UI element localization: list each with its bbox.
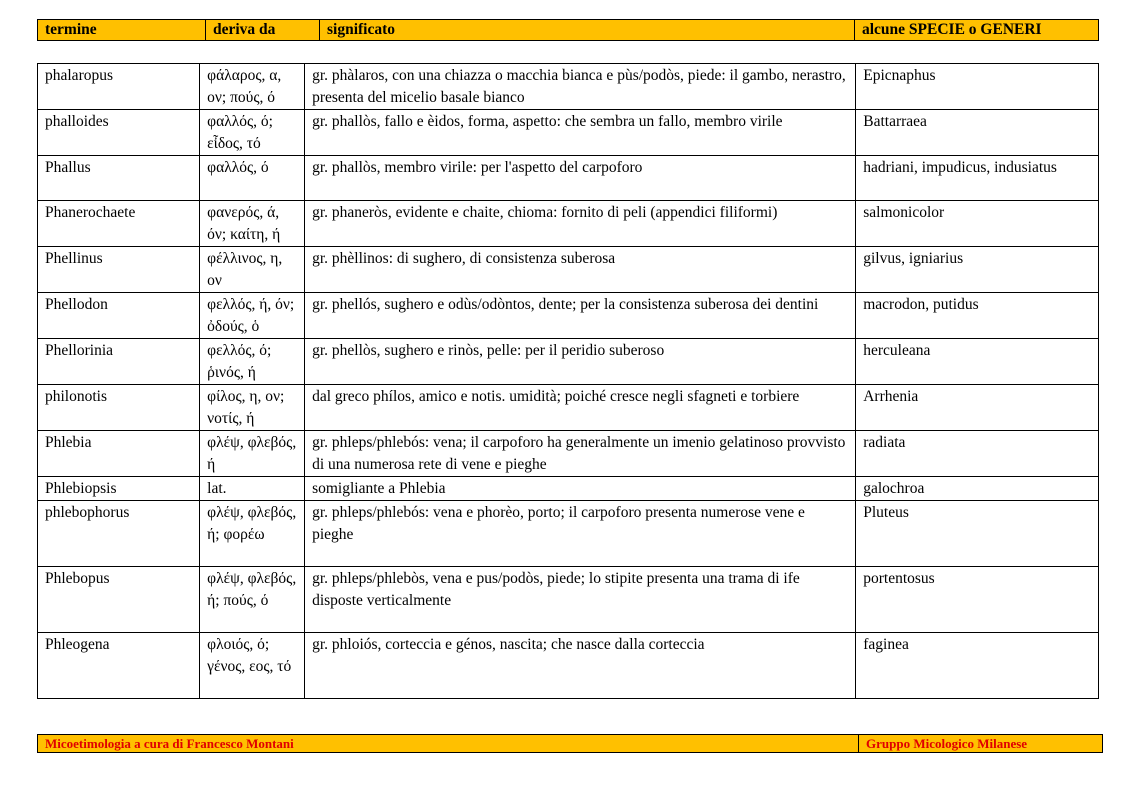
species-cell: hadriani, impudicus, indusiatus — [856, 156, 1099, 201]
species-cell: macrodon, putidus — [856, 293, 1099, 339]
header-table — [37, 19, 1099, 41]
table-row — [38, 501, 1099, 567]
species-cell: Epicnaphus — [856, 64, 1099, 110]
term-cell: Phleogena — [38, 633, 200, 699]
term-cell: Phlebiopsis — [38, 477, 200, 501]
species-cell: faginea — [856, 633, 1099, 699]
species-cell: galochroa — [856, 477, 1099, 501]
table-row — [38, 156, 1099, 201]
etymology-table — [37, 63, 1099, 699]
meaning-cell: gr. phallòs, membro virile: per l'aspetto del carpoforo — [305, 156, 856, 201]
meaning-cell: somigliante a Phlebia — [305, 477, 856, 501]
meaning-cell: gr. phleps/phlebós: vena; il carpoforo ha generalmente un imenio gelatinoso provvisto di una numerosa rete di vene e pieghe — [305, 431, 856, 477]
table-row — [38, 339, 1099, 385]
origin-cell: φέλλινος, η, ον — [200, 247, 305, 293]
origin-cell: φλοιός, ό; γένος, εος, τό — [200, 633, 305, 699]
header-termine: termine — [38, 20, 206, 41]
species-cell: Pluteus — [856, 501, 1099, 567]
term-cell: Phanerochaete — [38, 201, 200, 247]
species-cell: salmonicolor — [856, 201, 1099, 247]
table-row — [38, 293, 1099, 339]
header-specie-generi: alcune SPECIE o GENERI — [855, 20, 1099, 41]
footer-left-text: Micoetimologia a cura di Francesco Montani — [38, 735, 859, 753]
meaning-cell: gr. phèllinos: di sughero, di consistenza suberosa — [305, 247, 856, 293]
term-cell: Phlebia — [38, 431, 200, 477]
meaning-cell: gr. phaneròs, evidente e chaite, chioma: fornito di peli (appendici filiformi) — [305, 201, 856, 247]
term-cell: Phellinus — [38, 247, 200, 293]
meaning-cell: gr. phellòs, sughero e rinòs, pelle: per il peridio suberoso — [305, 339, 856, 385]
table-row — [38, 567, 1099, 633]
table-row — [38, 431, 1099, 477]
origin-cell: φλέψ, φλεβός, ή; πούς, ό — [200, 567, 305, 633]
species-cell: gilvus, igniarius — [856, 247, 1099, 293]
meaning-cell: gr. phàlaros, con una chiazza o macchia bianca e pùs/podòs, piede: il gambo, nerastro, presenta del micelio basale bianco — [305, 64, 856, 110]
footer-right-text: Gruppo Micologico Milanese — [859, 735, 1103, 753]
table-row — [38, 64, 1099, 110]
etymology-table-body — [38, 64, 1099, 699]
term-cell: Phlebopus — [38, 567, 200, 633]
species-cell: herculeana — [856, 339, 1099, 385]
term-cell: Phallus — [38, 156, 200, 201]
species-cell: radiata — [856, 431, 1099, 477]
origin-cell: φίλος, η, ον; νοτίς, ή — [200, 385, 305, 431]
table-row — [38, 247, 1099, 293]
origin-cell: φελλός, ή, όν; ὀδούς, ὁ — [200, 293, 305, 339]
meaning-cell: gr. phleps/phlebòs, vena e pus/podòs, piede; lo stipite presenta una trama di ife disposte verticalmente — [305, 567, 856, 633]
meaning-cell: gr. phellós, sughero e odùs/odòntos, dente; per la consistenza suberosa dei dentini — [305, 293, 856, 339]
origin-cell: lat. — [200, 477, 305, 501]
term-cell: philonotis — [38, 385, 200, 431]
species-cell: portentosus — [856, 567, 1099, 633]
origin-cell: φαλλός, ό — [200, 156, 305, 201]
table-row — [38, 633, 1099, 699]
table-row — [38, 477, 1099, 501]
header-deriva-da: deriva da — [206, 20, 320, 41]
meaning-cell: gr. phloiós, corteccia e génos, nascita; che nasce dalla corteccia — [305, 633, 856, 699]
term-cell: phalaropus — [38, 64, 200, 110]
species-cell: Arrhenia — [856, 385, 1099, 431]
table-row — [38, 385, 1099, 431]
header-significato: significato — [320, 20, 855, 41]
footer-row — [38, 735, 1103, 753]
term-cell: phlebophorus — [38, 501, 200, 567]
term-cell: Phellorinia — [38, 339, 200, 385]
origin-cell: φλέψ, φλεβός, ή — [200, 431, 305, 477]
meaning-cell: gr. phleps/phlebós: vena e phorèo, porto; il carpoforo presenta numerose vene e pieghe — [305, 501, 856, 567]
origin-cell: φάλαρος, α, ον; πούς, ό — [200, 64, 305, 110]
origin-cell: φελλός, ό; ῥινός, ή — [200, 339, 305, 385]
species-cell: Battarraea — [856, 110, 1099, 156]
footer-table — [37, 734, 1103, 753]
table-row — [38, 110, 1099, 156]
meaning-cell: dal greco phílos, amico e notis. umidità; poiché cresce negli sfagneti e torbiere — [305, 385, 856, 431]
origin-cell: φαλλός, ό; εἶδος, τό — [200, 110, 305, 156]
header-row — [38, 20, 1099, 41]
origin-cell: φλέψ, φλεβός, ή; φορέω — [200, 501, 305, 567]
term-cell: phalloides — [38, 110, 200, 156]
term-cell: Phellodon — [38, 293, 200, 339]
meaning-cell: gr. phallòs, fallo e èidos, forma, aspetto: che sembra un fallo, membro virile — [305, 110, 856, 156]
table-row — [38, 201, 1099, 247]
origin-cell: φανερός, ά, όν; καίτη, ή — [200, 201, 305, 247]
